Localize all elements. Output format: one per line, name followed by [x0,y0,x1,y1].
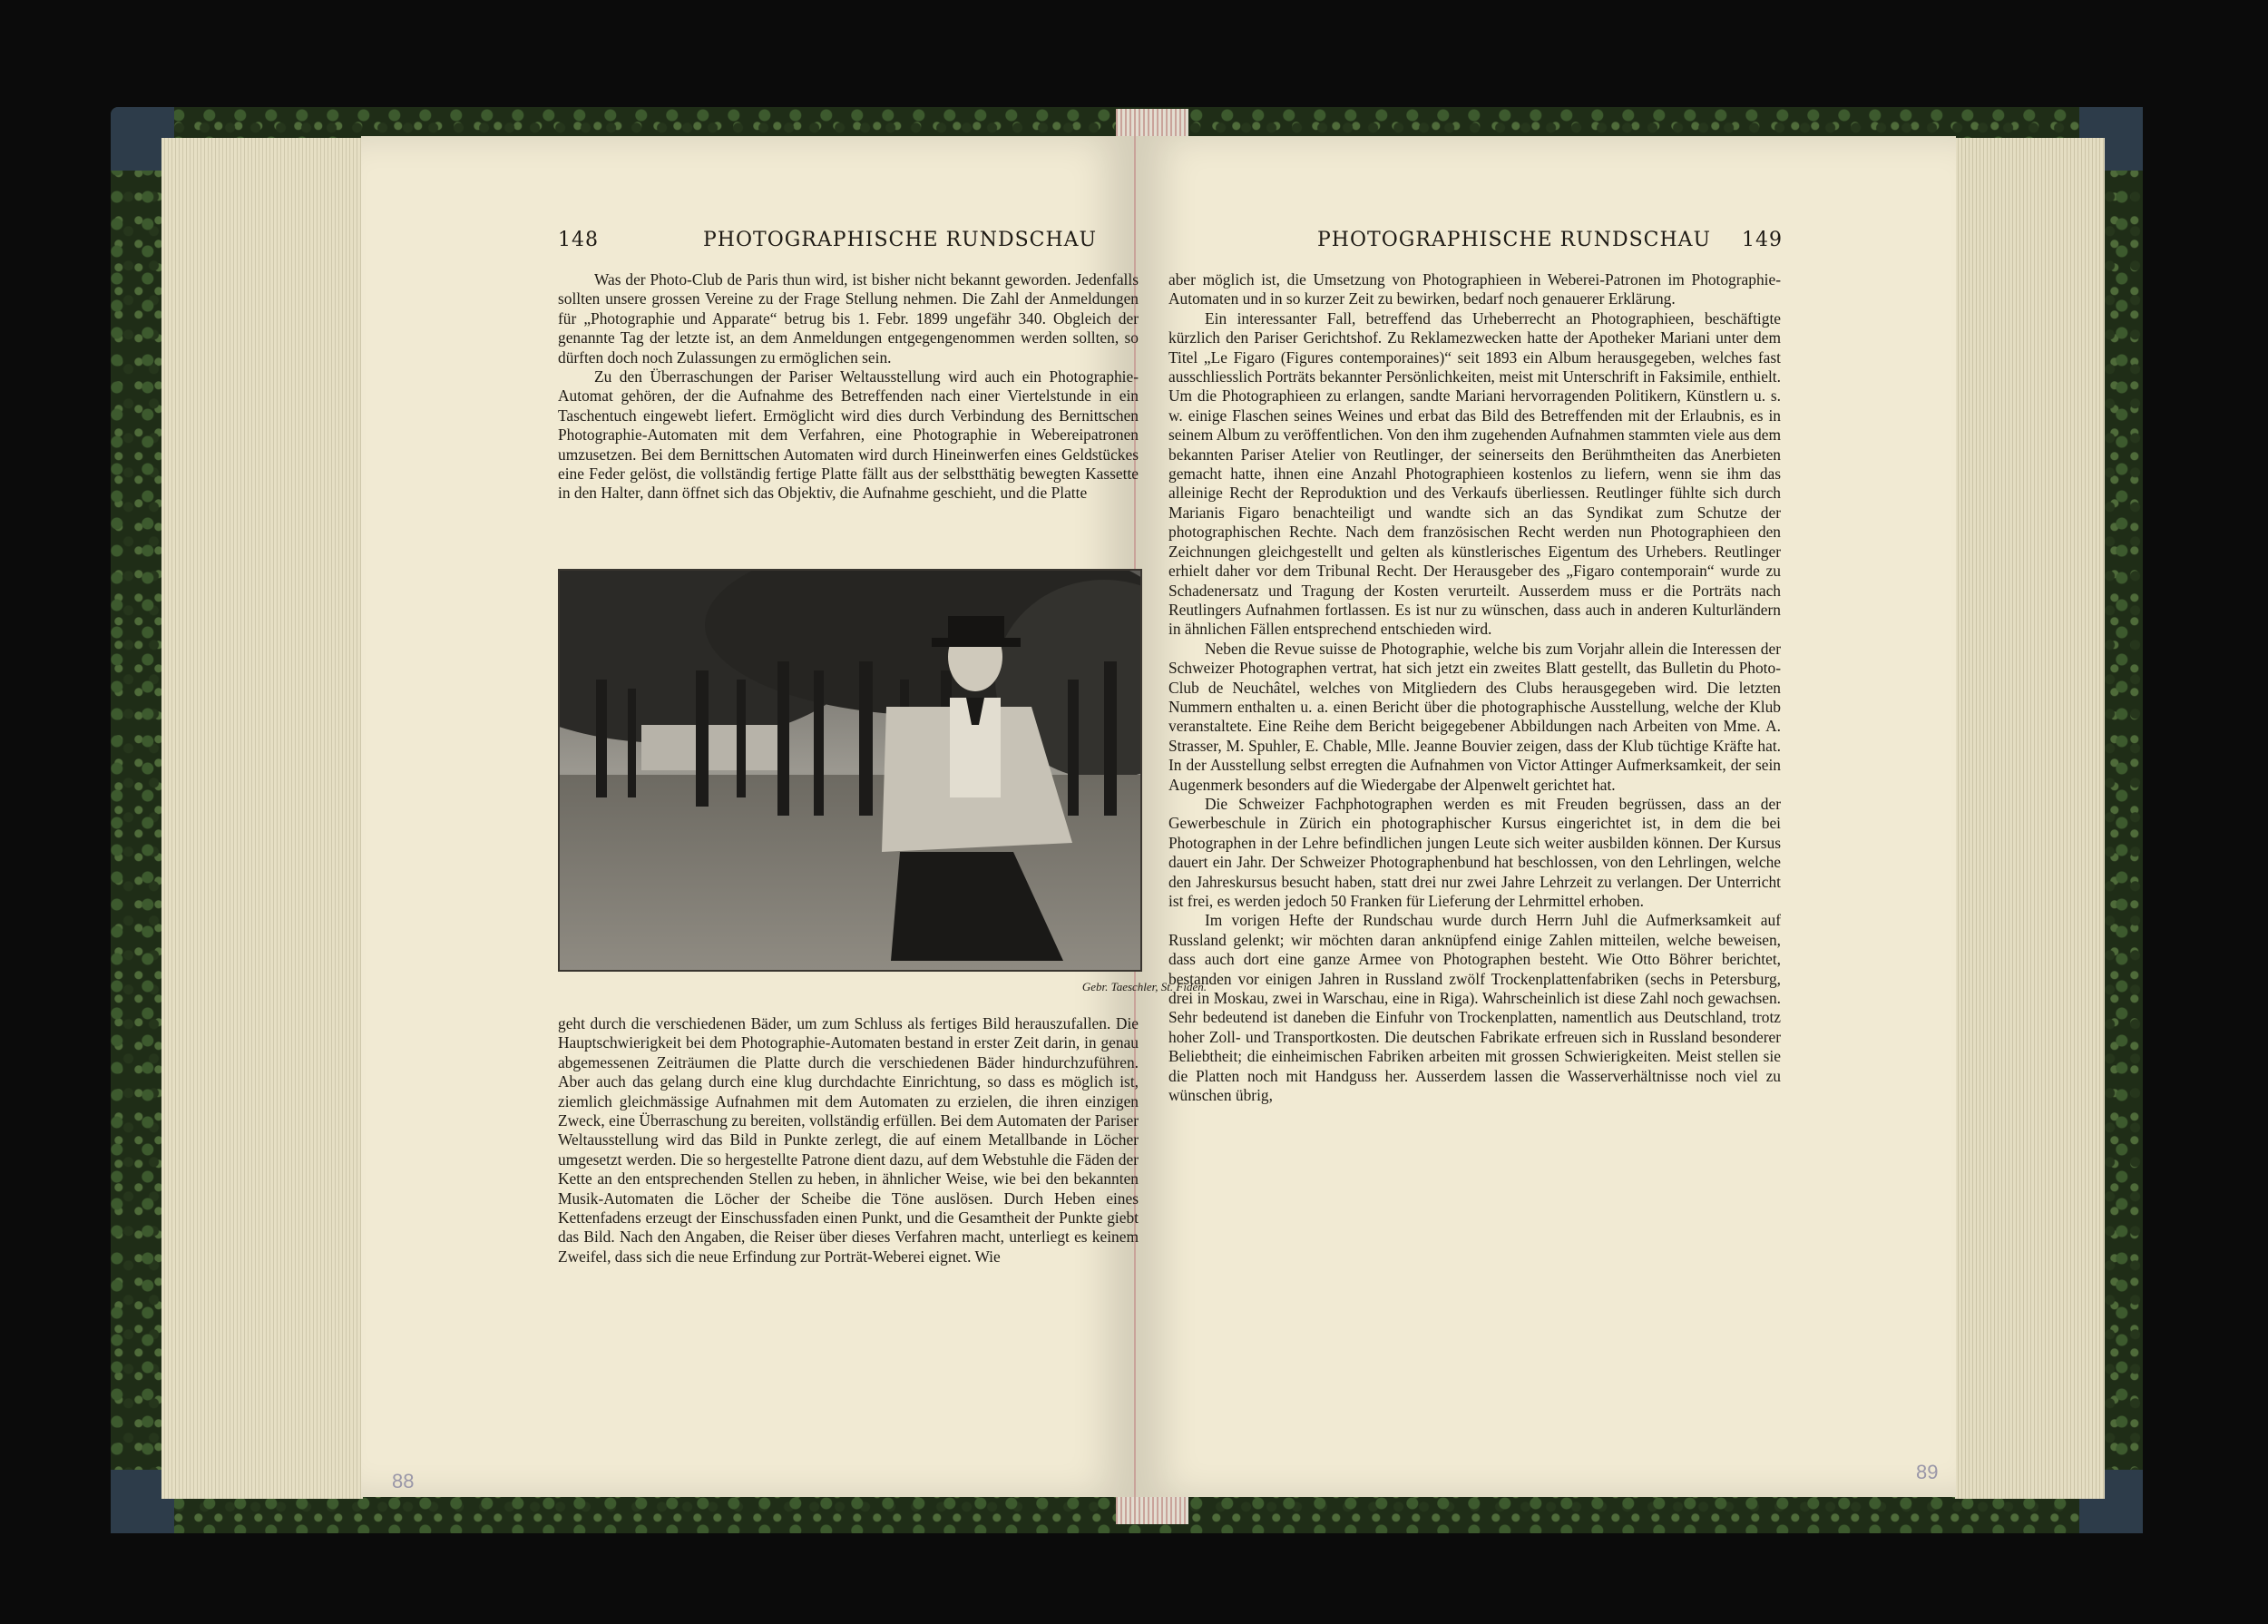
left-page-number: 148 [558,229,599,251]
photo-caption: Gebr. Taeschler, St. Fiden. [1081,980,1207,993]
photograph-woman-in-park [558,569,1142,972]
right-running-header: PHOTOGRAPHISCHE RUNDSCHAU [1317,229,1712,251]
paragraph: Ein interessanter Fall, betreffend das Urheberrecht an Photographieen, beschäftigte kürzlich den Pariser Gerichtshof. Zu Reklamezwecken hatte der Apotheker Mariani unter dem Titel „Le Figaro (Figures contemporaines)“ seit 1893 ein Album herausgegeben, welches fast ausschliesslich Porträts bekannter Persönlichkeiten, meist mit Unterschrift in Faksimile, enthielt. Um die Photographieen zu erlangen, sandte Mariani hervorragenden Politikern, Künstlern u. s. w. einige Flaschen seines Weines und erbat das Bild des Betreffenden mit der Erlaubnis, es in seinem Album zu veröffentlichen. Von den ihm zugehenden Aufnahmen stammten viele aus dem bekannten Pariser Atelier von Reutlinger, der seinerseits den Berühmtheiten das Anerbieten gemacht hatte, ihnen eine Anzahl Photographieen kostenlos zu liefern, wenn sie ihm das alleinige Recht der Reproduktion und des Verkaufs überliessen. Reutlinger fühlte sich durch Marianis Figaro benachteiligt und wandte sich an das Syndikat zum Schutze der photographischen Rechte. Nach dem französischen Recht werden nun Photographieen den Zeichnungen gleichgestellt und gelten als künstlerisches Eigentum des Urhebers. Reutlinger erhielt daher vor dem Tribunal Recht. Der Herausgeber des „Figaro contemporain“ wurde zu Schadenersatz und Tragung der Kosten verurteilt. Ausserdem muss er die Porträts nach Reutlingers Aufnahmen fortlassen. Es ist nur zu wünschen, dass auch in anderen Kulturländern in ähnlichen Fällen entsprechend entschieden wird. [1168,308,1781,639]
paragraph: aber möglich ist, die Umsetzung von Photographieen in Weberei-Patronen im Photographie-Automaten und in so kurzer Zeit zu bewirken, bedarf noch genauerer Erklärung. [1168,270,1781,308]
paragraph: Die Schweizer Fachphotographen werden es mit Freuden begrüssen, dass an der Gewerbeschule in Zürich ein photographischer Kursus eingerichtet ist, in dem die bei Photographen in der Lehre befindlichen jungen Leute sich weiter ausbilden können. Der Kursus dauert ein Jahr. Der Schweizer Photographenbund hat beschlossen, von den Lehrlingen, welche den Jahreskursus besucht haben, statt drei nur zwei Jahre Lehrzeit zu verlangen. Der Unterricht ist frei, es werden jedoch 50 Franken für Lieferung der Lehrmittel erhoben. [1168,794,1781,910]
paragraph: Zu den Überraschungen der Pariser Weltausstellung wird auch ein Photographie-Automat gehören, der die Aufnahme des Betreffenden nach einer Viertelstunde in ein Taschentuch eingewebt liefert. Ermöglicht wird dies durch Verbindung des Bernittschen Photographie-Automaten mit dem Verfahren, eine Photographie in Webereipatronen umzusetzen. Bei dem Bernittschen Automaten wird durch Hineinwerfen eines Geldstückes eine Feder gelöst, die vollständig fertige Platte fällt aus der selbstthätig bewegten Kassette in den Halter, dann öffnet sich das Objektiv, die Aufnahme geschieht, und die Platte [558,367,1139,503]
left-running-header: PHOTOGRAPHISCHE RUNDSCHAU [703,229,1098,251]
left-text-top [558,270,1139,543]
paragraph: Neben die Revue suisse de Photographie, welche bis zum Vorjahr allein die Interessen der Schweizer Photographen vertrat, hat sich jetzt ein zweites Blatt gestellt, das Bulletin du Photo-Club de Neuchâtel, welches von Mitgliedern des Clubs herausgegeben wird. Die letzten Nummern enthalten u. a. einen Bericht über die photographische Ausstellung, welche der Klub veranstaltete. Eine Reihe dem Bericht beigegebener Abbildungen nach Arbeiten von Mme. A. Strasser, M. Spuhler, E. Chable, Mlle. Jeanne Bouvier zeigen, dass der Klub tüchtige Kräfte hat. In der Ausstellung selbst erregten die Aufnahmen von Victor Attinger Aufmerksamkeit, der sein Augenmerk besonders auf die Wiedergabe der Alpenwelt gerichtet hat. [1168,639,1781,794]
paragraph: geht durch die verschiedenen Bäder, um zum Schluss als fertiges Bild herauszufallen. Die Hauptschwierigkeit bei dem Photographie-Automaten bestand in erster Zeit darin, in genau abgemessenen Zeiträumen die Platte durch die verschiedenen Bäder hindurchzuführen. Aber auch das gelang durch eine klug durchdachte Einrichtung, so dass es möglich ist, ziemlich gleichmässige Aufnahmen mit dem Automaten zu erzielen, die ihren einzigen Zweck, eine Überraschung zu bereiten, vollständig erfüllen. Bei dem Automaten der Pariser Weltausstellung wird das Bild in Punkte zerlegt, die auf einem Metallbande in Löcher umgesetzt werden. Die so hergestellte Patrone dient dazu, auf dem Webstuhle die Fäden der Kette an den entsprechenden Stellen zu heben, in ähnlicher Weise, wie bei den bekannten Musik-Automaten die Löcher der Scheibe die Töne auslösen. Durch Heben eines Kettenfadens erzeugt der Einschussfaden einen Punkt, und die Gesamtheit der Punkte giebt das Bild. Nach den Angaben, die Reiser über dieses Verfahren macht, unterliegt es keinem Zweifel, dass sich die neue Erfindung zur Porträt-Weberei eignet. Wie [558,1014,1139,1266]
paragraph: Was der Photo-Club de Paris thun wird, ist bisher nicht bekannt geworden. Jedenfalls sollten unsere grossen Vereine zu der Frage Stellung nehmen. Die Zahl der Anmeldungen für „Photographie und Apparate“ betrug bis 1. Febr. 1899 ungefähr 340. Obgleich der genannte Tag der letzte ist, an dem Anmeldungen entgegengenommen werden sollten, so dürften doch noch Zulassungen zu ermöglichen sein. [558,270,1139,367]
page-edges-right [1955,138,2105,1499]
pencil-mark-right: 89 [1916,1461,1939,1483]
pencil-mark-left: 88 [392,1470,415,1492]
right-text-column [1168,270,1781,1330]
right-page-number: 149 [1742,229,1783,251]
paragraph: Im vorigen Hefte der Rundschau wurde durch Herrn Juhl die Aufmerksamkeit auf Russland gelenkt; wir möchten daran anknüpfend einige Zahlen mitteilen, welche beweisen, dass auch dort eine ganze Armee von Photographen besteht. Wie Otto Böhrer berichtet, bestanden vor einigen Jahren in Russland zwölf Trockenplattenfabriken (sechs in Petersburg, drei in Moskau, zwei in Warschau, eine in Riga). Wahrscheinlich ist diese Zahl noch gewachsen. Sehr bedeutend ist daneben die Einfuhr von Trockenplatten, namentlich aus Deutschland, trotz hoher Zoll- und Transportkosten. Die deutschen Fabrikate erfreuen sich in Russland besonderer Beliebtheit; die einheimischen Fabriken arbeiten mit grossen Schwierigkeiten. Meist stellen sie die Platten noch mit Handguss her. Ausserdem lassen die Wasserverhältnisse noch viel zu wünschen übrig, [1168,911,1781,1105]
page-edges-left [161,138,363,1499]
left-text-bottom [558,1014,1139,1334]
